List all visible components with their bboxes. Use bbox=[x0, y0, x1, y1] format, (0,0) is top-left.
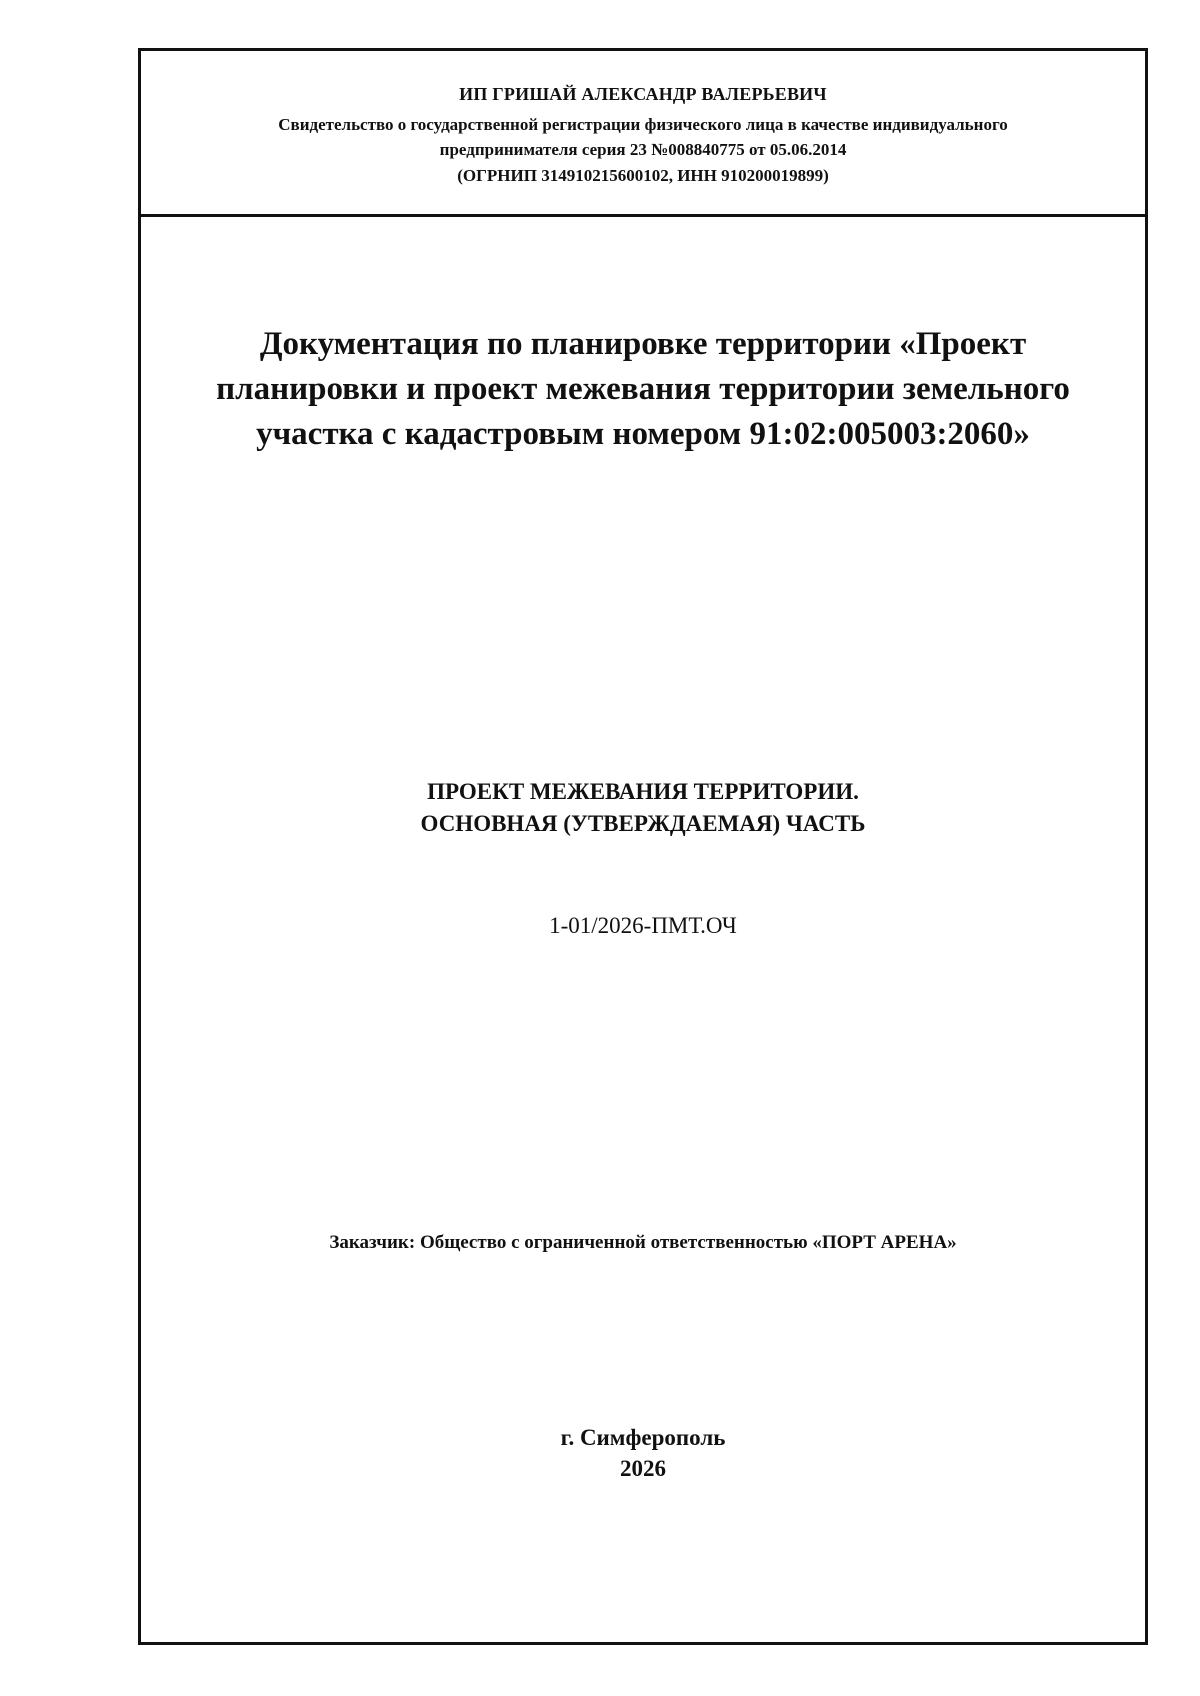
document-frame bbox=[138, 48, 1148, 1645]
document-title-line-2: планировки и проект межевания территории земельного bbox=[216, 371, 1070, 407]
registration-line-1: Свидетельство о государственной регистрации физического лица в качестве индивидуального bbox=[278, 115, 1008, 134]
registration-line-2: предпринимателя серия 23 №008840775 от 05.06.2014 bbox=[439, 140, 847, 159]
document-title-line-3: участка с кадастровым номером 91:02:005003:2060» bbox=[256, 416, 1030, 452]
document-title-line-1: Документация по планировке территории «Проект bbox=[259, 326, 1027, 362]
document-code: 1-01/2026-ПМТ.ОЧ bbox=[549, 913, 737, 938]
organization-name: ИП ГРИШАЙ АЛЕКСАНДР ВАЛЕРЬЕВИЧ bbox=[459, 84, 827, 104]
city: г. Симферополь bbox=[560, 1425, 726, 1450]
year: 2026 bbox=[620, 1456, 666, 1481]
section-title-line-2: ОСНОВНАЯ (УТВЕРЖДАЕМАЯ) ЧАСТЬ bbox=[420, 811, 866, 836]
registration-line-3: (ОГРНИП 314910215600102, ИНН 910200019899) bbox=[457, 166, 829, 185]
header-block bbox=[141, 51, 1145, 217]
customer-line: Заказчик: Общество с ограниченной ответственностью «ПОРТ АРЕНА» bbox=[329, 1232, 957, 1253]
section-title-line-1: ПРОЕКТ МЕЖЕВАНИЯ ТЕРРИТОРИИ. bbox=[427, 779, 859, 804]
